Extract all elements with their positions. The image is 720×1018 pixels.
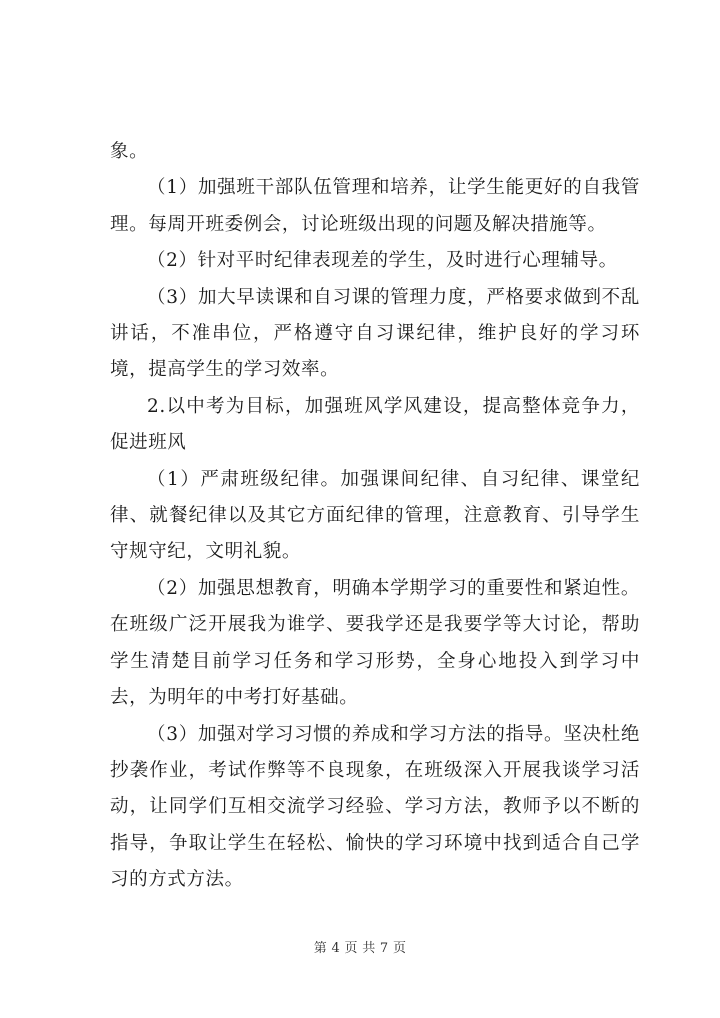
document-body [110, 134, 640, 899]
paragraph-continuation: 象。 [110, 141, 149, 162]
paragraph-item-1-2: （2）针对平时纪律表现差的学生，及时进行心理辅导。 [147, 250, 618, 272]
paragraph-item-2-1: （1）严肃班级纪律。加强课间纪律、自习纪律、课堂纪律、就餐纪律以及其它方面纪律的管理，注意教育、引导学生守规守纪，文明礼貌。 [110, 468, 640, 563]
paragraph-item-2-3: （3）加强对学习习惯的养成和学习方法的指导。坚决杜绝抄袭作业，考试作弊等不良现象，在班级深入开展我谈学习活动，让同学们互相交流学习经验、学习方法，教师予以不断的指导，争取让学生在轻松、愉快的学习环境中找到适合自己学习的方式方法。 [110, 723, 640, 891]
paragraph-item-1-1: （1）加强班干部队伍管理和培养，让学生能更好的自我管理。每周开班委例会，讨论班级出现的问题及解决措施等。 [110, 177, 640, 235]
page-number-footer: 第 4 页 共 7 页 [313, 941, 407, 956]
paragraph-item-1-3: （3）加大早读课和自习课的管理力度，严格要求做到不乱讲话，不准串位，严格遵守自习课纪律，维护良好的学习环境，提高学生的学习效率。 [110, 286, 640, 381]
section-heading-2: 2.以中考为目标，加强班风学风建设，提高整体竞争力，促进班风 [110, 395, 640, 454]
paragraph-item-2-2: （2）加强思想教育，明确本学期学习的重要性和紧迫性。在班级广泛开展我为谁学、要我学还是我要学等大讨论，帮助学生清楚目前学习任务和学习形势，全身心地投入到学习中去，为明年的中考打好基础。 [110, 577, 640, 709]
